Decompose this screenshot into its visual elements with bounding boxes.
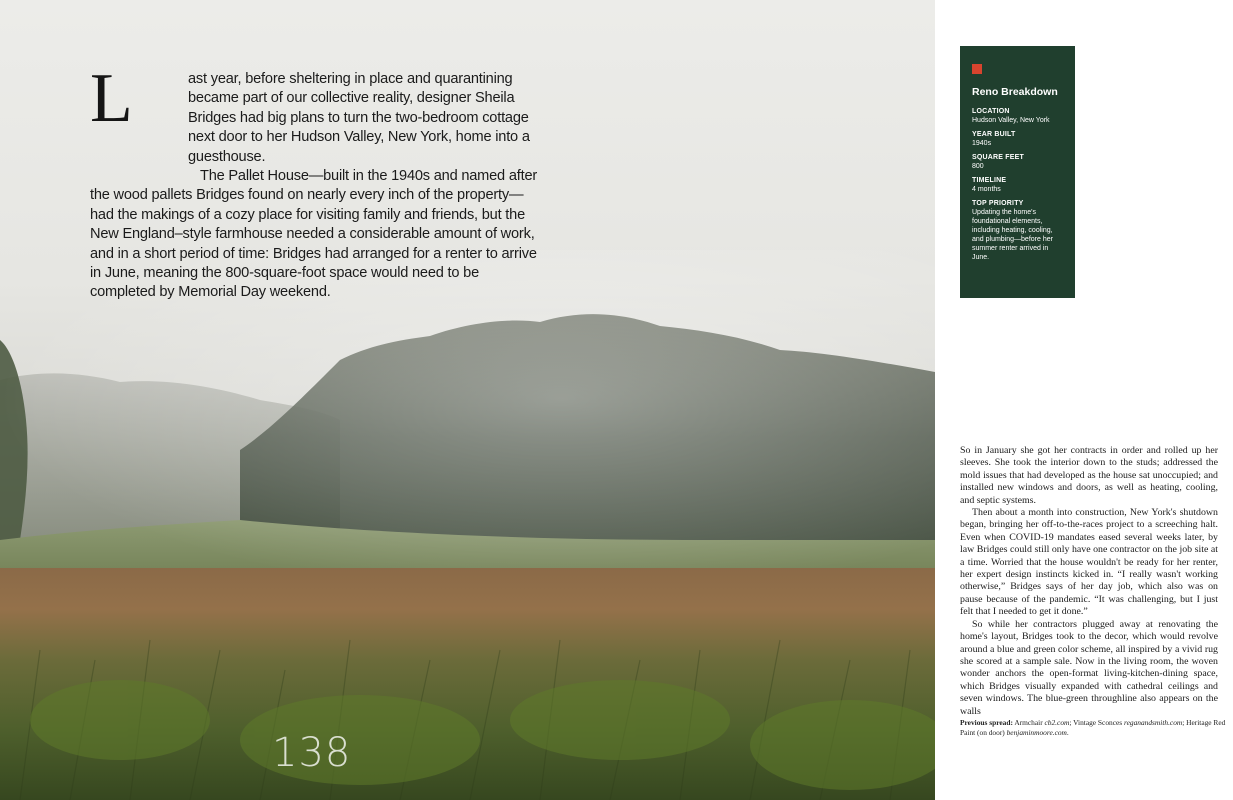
reno-breakdown-box (960, 46, 1075, 298)
body-paragraph: Then about a month into construction, New York's shutdown began, bringing her off-to-the-races project to a screeching halt. Even when COVID-19 mandates eased several weeks later, by law Bridges could still only have one contractor on the job site at a time. Worried that the house wouldn't be ready for her renter, her expert design instincts kicked in. “I really wasn't working otherwise,” Bridges says of her day job, which also was on pause because of the pandemic. “It was challenging, but I just felt that I needed to get it done.” (960, 507, 1218, 618)
fact-value: 1940s (972, 140, 992, 147)
fact-label: YEAR BUILT (972, 131, 1016, 138)
body-column (960, 445, 1218, 718)
body-paragraph: So in January she got her contracts in order and rolled up her sleeves. She took the interior down to the studs; addressed the mold issues that had developed as the house sat unoccupied; and installed new windows and doors, as well as heating, cooling, and septic systems. (960, 445, 1218, 506)
credits-text: . (1066, 728, 1069, 737)
credits-text: ; Heritage Red Paint (on door) (960, 718, 1226, 737)
fact-value: Updating the home's foundational elements, including heating, cooling, and plumbing—before her summer renter arrived in June. (972, 209, 1053, 261)
fact-label: SQUARE FEET (972, 154, 1024, 161)
credits-source: benjaminmoore.com (1006, 728, 1067, 737)
drop-cap: L (90, 60, 133, 137)
fact-label: TOP PRIORITY (972, 200, 1024, 207)
sidebar-title: Reno Breakdown (972, 86, 1058, 98)
credits-source: cb2.com (1044, 718, 1070, 727)
body-paragraph: So while her contractors plugged away at renovating the home's layout, Bridges took to the decor, which would revolve around a blue and green color scheme, all inspired by a vivid rug she scored at a sample sale. Now in the living room, the woven wonder anchors the open-format living-kitchen-dining space, which Bridges visually expanded with cathedral ceilings and seven windows. The blue-green throughline also appears on the walls (960, 618, 1218, 717)
fact-value: 800 (972, 163, 984, 170)
page-number: 138 (272, 730, 352, 776)
credits-label: Previous spread: (960, 718, 1013, 727)
photo-credits (960, 718, 1230, 738)
square-bullet-icon (972, 64, 982, 74)
fact-value: 4 months (972, 186, 1001, 193)
lead-text (90, 70, 540, 303)
credits-source: reganandsmith.com (1124, 718, 1183, 727)
credits-text: Armchair (1012, 718, 1045, 727)
lead-paragraph-1: ast year, before sheltering in place and quarantining became part of our collective reality, designer Sheila Bridges had big plans to turn the two-bedroom cottage next door to her Hudson Valley, New York, home into a guesthouse. (188, 71, 530, 165)
fact-label: TIMELINE (972, 177, 1007, 184)
lead-paragraph-2: The Pallet House—built in the 1940s and named after the wood pallets Bridges found on nearly every inch of the property—had the makings of a cozy place for visiting family and friends, but the New England–style farmhouse needed a considerable amount of work, and in a short period of time: Bridges had arranged for a renter to arrive in June, meaning the 800-square-foot space would need to be completed by Memorial Day weekend. (90, 168, 538, 301)
credits-text: ; Vintage Sconces (1069, 718, 1124, 727)
fact-value: Hudson Valley, New York (972, 117, 1050, 124)
fact-label: LOCATION (972, 108, 1010, 115)
